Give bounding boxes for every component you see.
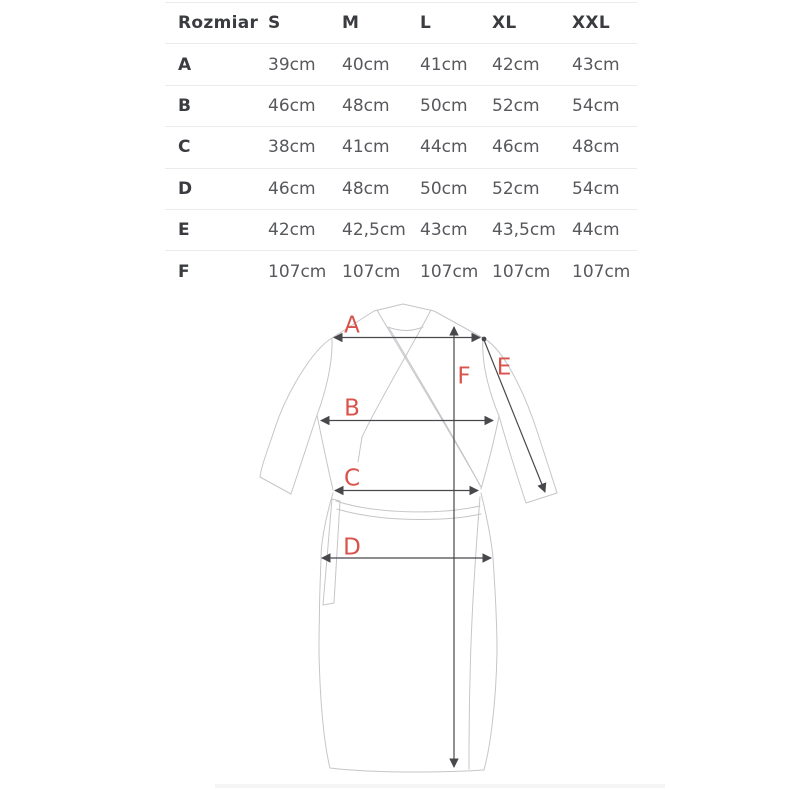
collar-top — [374, 304, 434, 311]
table-cell: 48cm — [342, 95, 390, 116]
hem-shadow — [215, 784, 665, 788]
table-cell: 52cm — [492, 178, 540, 199]
table-cell: 42,5cm — [342, 220, 406, 241]
table-cell: 44cm — [420, 137, 468, 158]
row-label: B — [178, 95, 191, 116]
lapel-outer-edge — [377, 310, 481, 487]
skirt-wrap-edge — [469, 497, 480, 769]
sleeve-left-outer — [260, 338, 332, 477]
sleeve-right-cuff — [526, 493, 557, 503]
dimension-label-c: C — [343, 465, 361, 492]
table-cell: 41cm — [420, 54, 468, 75]
table-cell: 40cm — [342, 54, 390, 75]
size-table-header-cell: XL — [492, 13, 517, 34]
table-cell: 43cm — [420, 220, 468, 241]
dimension-e-start-dot — [482, 337, 487, 342]
row-label: E — [178, 220, 190, 241]
table-cell: 43cm — [572, 54, 620, 75]
size-table-header-cell: L — [420, 13, 432, 34]
table-cell: 39cm — [268, 54, 316, 75]
row-label: A — [178, 54, 192, 75]
belt-tie — [323, 499, 340, 605]
body-side-left — [317, 415, 333, 490]
body-side-right — [481, 416, 499, 489]
table-cell: 38cm — [268, 137, 316, 158]
table-cell: 42cm — [268, 220, 316, 241]
table-cell: 48cm — [572, 137, 620, 158]
skirt-left-edge — [319, 493, 333, 768]
table-cell: 107cm — [420, 262, 479, 283]
table-cell: 107cm — [342, 262, 401, 283]
sleeve-left-cuff — [260, 477, 291, 494]
row-label: D — [178, 178, 193, 199]
table-cell: 107cm — [492, 262, 551, 283]
skirt-right-edge — [481, 493, 497, 770]
sleeve-left-inner — [291, 415, 317, 494]
dimension-label-d: D — [343, 534, 361, 561]
shoulder-seam-right — [434, 311, 483, 338]
dimension-label-a: A — [344, 312, 360, 339]
size-table-header-cell: Rozmiar — [178, 13, 259, 34]
table-cell: 50cm — [420, 178, 468, 199]
table-cell: 50cm — [420, 95, 468, 116]
dress-outline — [260, 304, 557, 772]
dimension-label-f: F — [457, 363, 471, 390]
table-cell: 44cm — [572, 220, 620, 241]
dimension-label-b: B — [344, 395, 360, 422]
table-cell: 107cm — [268, 262, 327, 283]
waistband-bottom — [337, 509, 481, 519]
table-cell: 48cm — [342, 178, 390, 199]
table-cell: 46cm — [492, 137, 540, 158]
sleeve-right-outer — [483, 338, 557, 493]
table-cell: 46cm — [268, 178, 316, 199]
underlap-edge — [358, 310, 431, 462]
collar-inner-neckline — [388, 327, 423, 331]
table-cell: 46cm — [268, 95, 316, 116]
row-label: F — [178, 262, 190, 283]
size-table-header-cell: S — [268, 13, 281, 34]
table-cell: 54cm — [572, 95, 620, 116]
armhole-left — [317, 338, 332, 415]
table-cell: 107cm — [572, 262, 631, 283]
row-label: C — [178, 137, 191, 158]
table-cell: 42cm — [492, 54, 540, 75]
table-cell: 43,5cm — [492, 220, 556, 241]
table-cell: 52cm — [492, 95, 540, 116]
size-table-header-cell: M — [342, 13, 360, 34]
waistband-top — [336, 501, 480, 512]
skirt-hem — [330, 768, 484, 772]
dimension-label-e: E — [496, 354, 512, 381]
size-table-header-cell: XXL — [572, 13, 610, 34]
table-cell: 41cm — [342, 137, 390, 158]
sleeve-right-inner — [499, 416, 526, 503]
table-cell: 54cm — [572, 178, 620, 199]
